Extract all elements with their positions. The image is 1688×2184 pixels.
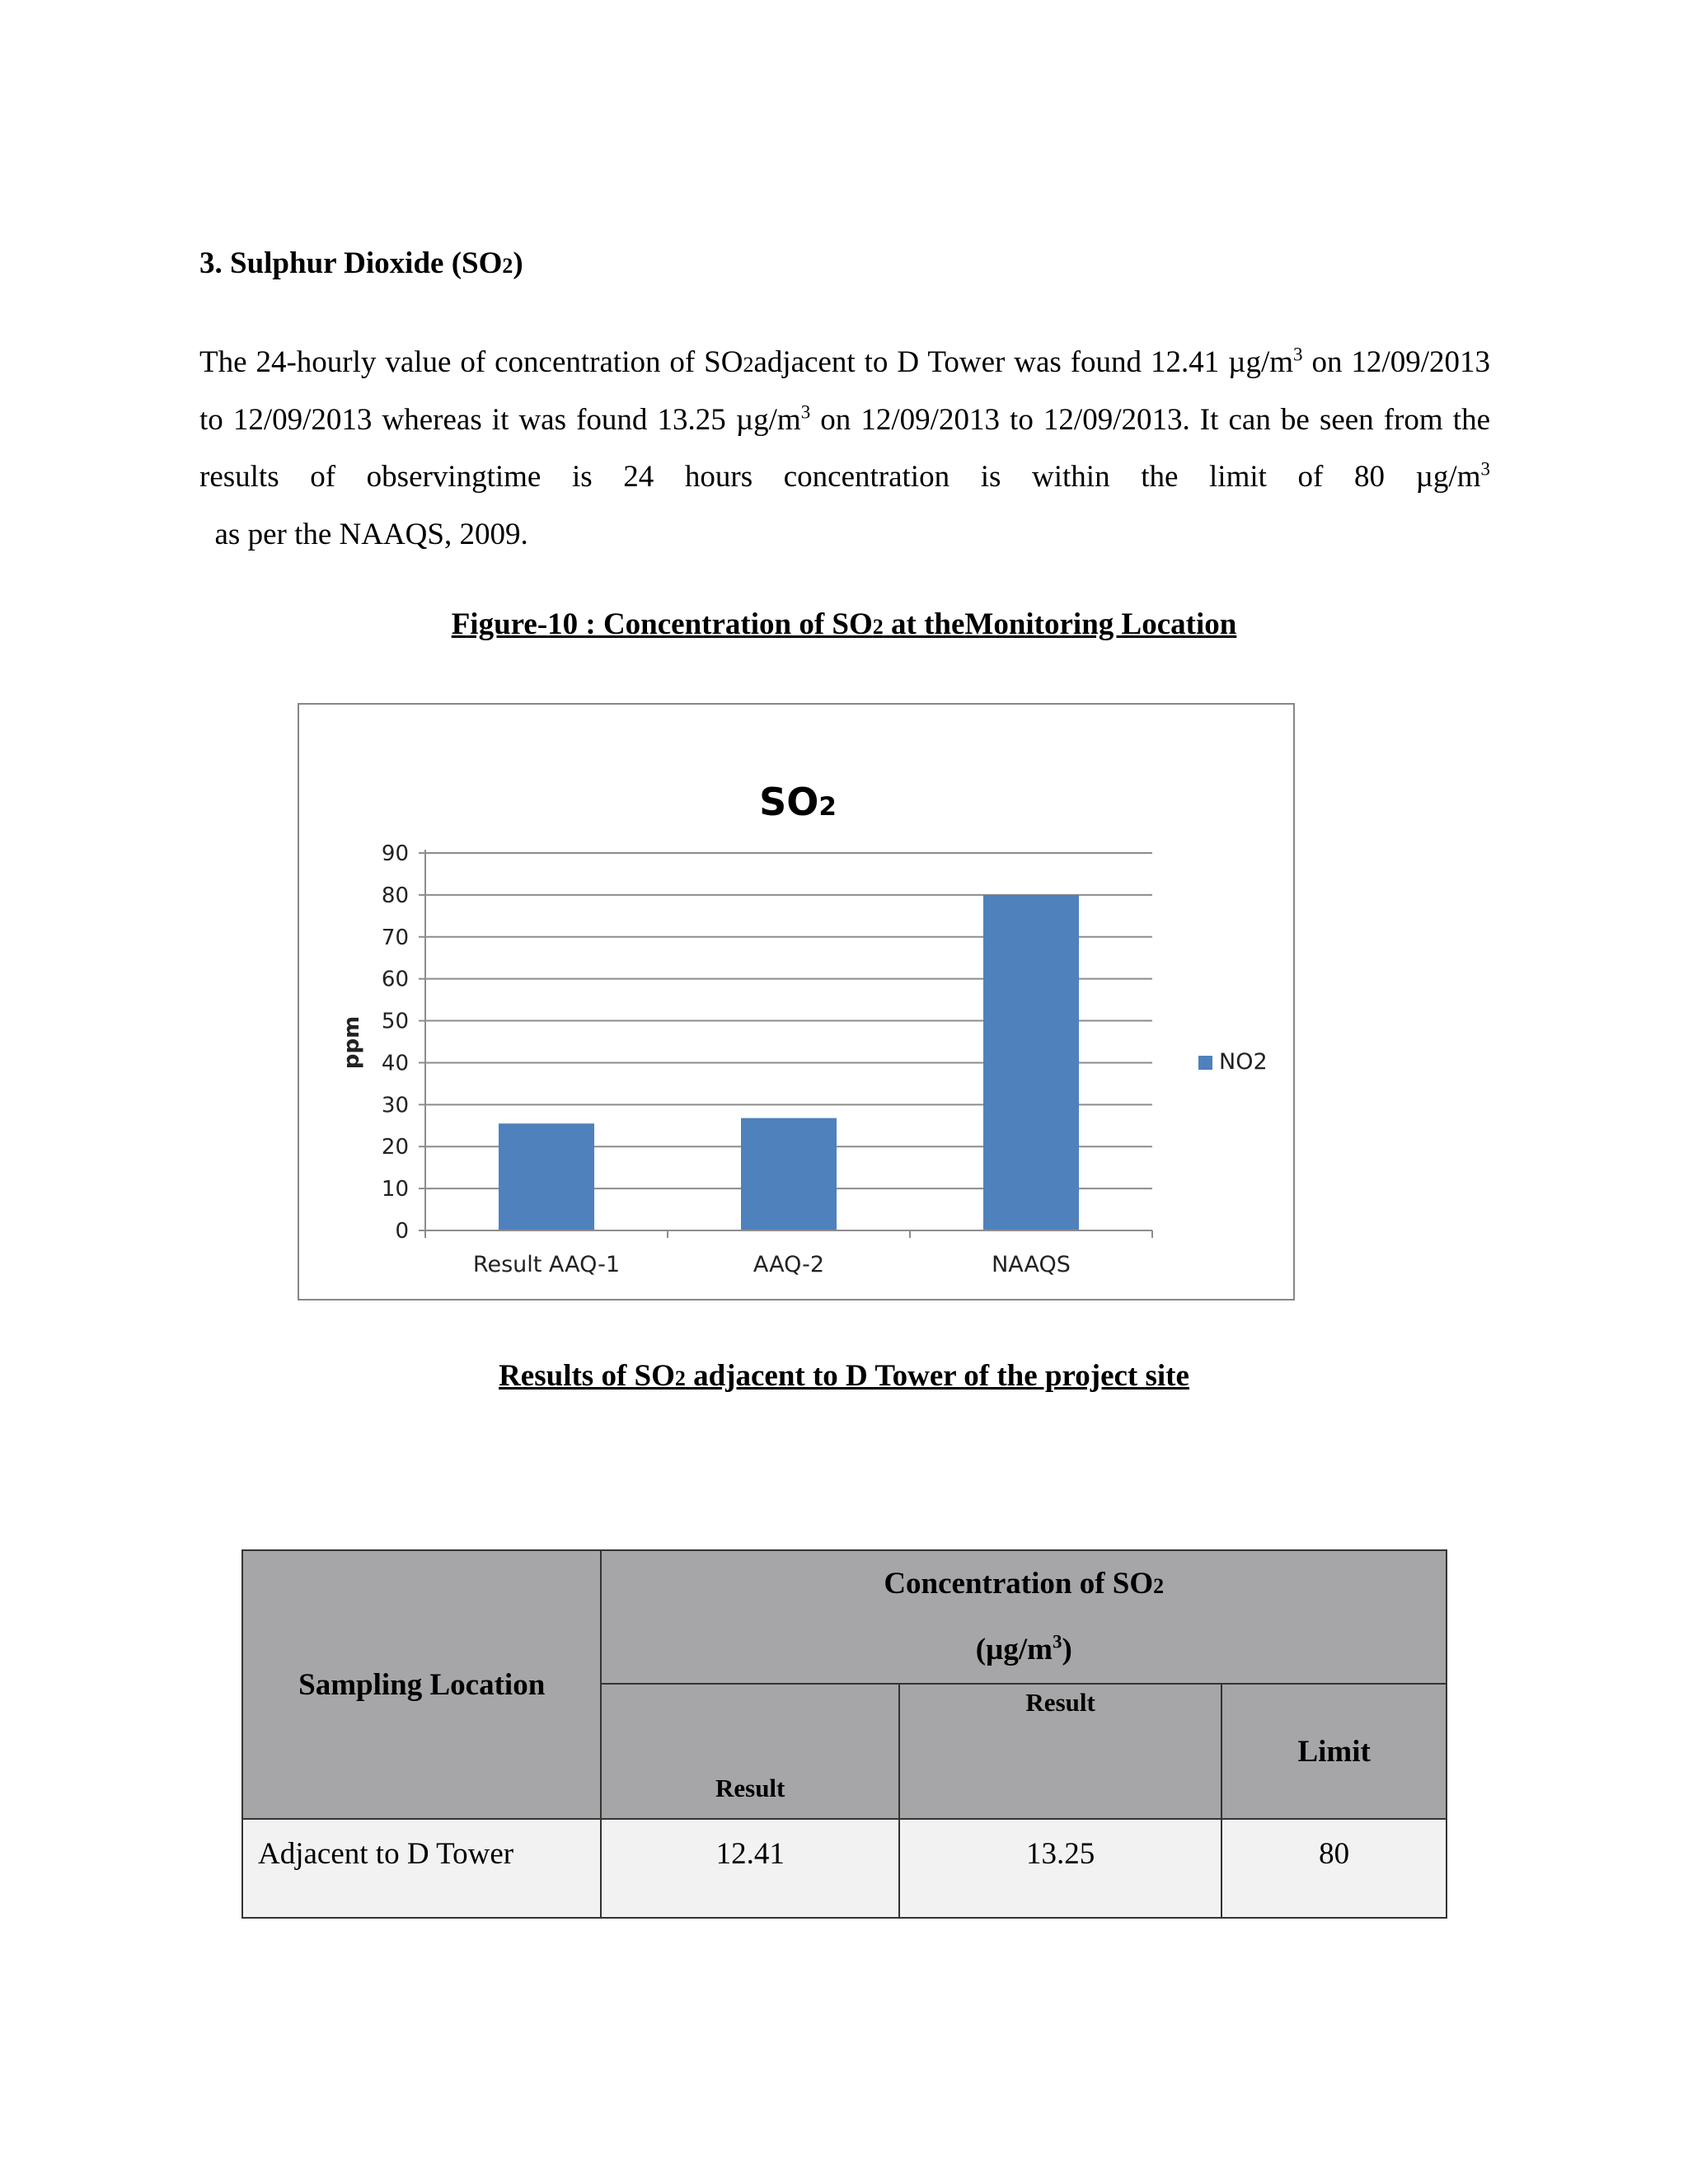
y-tick-label: 50 bbox=[381, 1009, 409, 1034]
legend-label: NO2 bbox=[1219, 1049, 1268, 1075]
cell-result-1: 12.41 bbox=[601, 1819, 898, 1918]
y-tick-label: 10 bbox=[381, 1177, 409, 1202]
y-tick-label: 90 bbox=[381, 841, 409, 866]
bar bbox=[499, 1123, 594, 1230]
x-tick-label: AAQ-2 bbox=[753, 1252, 825, 1277]
figure-caption: Figure-10 : Concentration of SO2 at theMonitoring Location bbox=[451, 607, 1237, 641]
x-tick-label: Result AAQ-1 bbox=[472, 1252, 621, 1277]
so2-bar-chart bbox=[298, 703, 1295, 1301]
chart-title: SO2 bbox=[759, 780, 837, 824]
y-tick-label: 40 bbox=[381, 1051, 409, 1076]
results-table bbox=[241, 1549, 1447, 1919]
y-tick-label: 20 bbox=[381, 1135, 409, 1160]
body-paragraph: The 24-hourly value of concentration of SO2adjacent to D Tower was found 12.41 $\mu g/m^3$ on 12/09/2013 to 12/09/2013 whereas it was found 13.25 $\mu g/m^3$ on 12/09/2013 to 12/09/2013. It can be seen from the results of observingtime is 24 hours concentration is within the limit of 80 $\mu g/m^3$ as per the NAAQS, 2009. bbox=[199, 344, 1490, 551]
legend-swatch bbox=[1198, 1056, 1212, 1070]
cell-location: Adjacent to D Tower bbox=[242, 1819, 601, 1918]
y-axis-label: ppm bbox=[340, 1015, 364, 1070]
table-row bbox=[242, 1819, 1447, 1918]
x-tick-label: NAAQS bbox=[992, 1252, 1071, 1277]
header-concentration: Concentration of SO2 $(\mu g/m^3)$ bbox=[601, 1550, 1447, 1684]
bar bbox=[741, 1118, 837, 1230]
y-tick-label: 70 bbox=[381, 925, 409, 950]
cell-result-2: 13.25 bbox=[899, 1819, 1221, 1918]
y-tick-label: 0 bbox=[395, 1219, 409, 1244]
y-tick-label: 80 bbox=[381, 883, 409, 908]
chart-canvas bbox=[299, 705, 1293, 1299]
header-result-1: Result bbox=[601, 1684, 898, 1819]
y-tick-label: 60 bbox=[381, 967, 409, 992]
section-heading: 3. Sulphur Dioxide (SO2) bbox=[199, 246, 523, 280]
table-caption: Results of SO2 adjacent to D Tower of the project site bbox=[499, 1359, 1189, 1393]
header-limit: Limit bbox=[1221, 1684, 1447, 1819]
cell-limit: 80 bbox=[1221, 1819, 1447, 1918]
bar bbox=[983, 895, 1079, 1230]
y-tick-label: 30 bbox=[381, 1093, 409, 1118]
header-result-2: Result bbox=[899, 1684, 1221, 1819]
header-sampling-location: Sampling Location bbox=[242, 1550, 601, 1819]
